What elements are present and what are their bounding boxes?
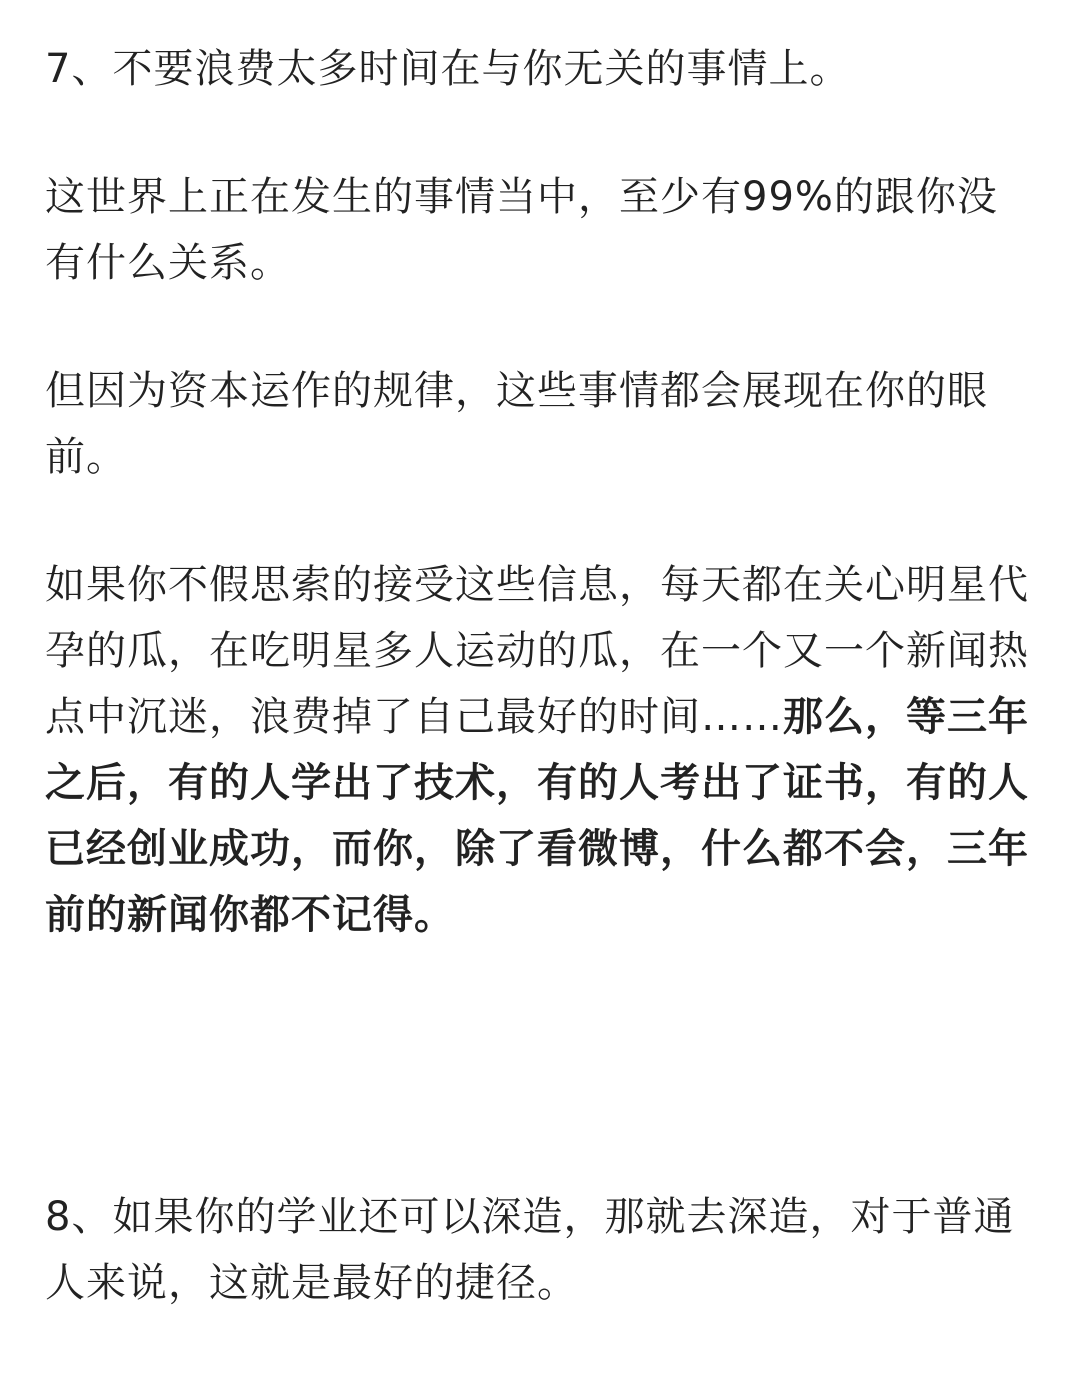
wasted-time-text: 如果你不假思索的接受这些信息，每天都在关心明星代孕的瓜，在吃明星多人运动的瓜，在一个又一个新闻热点中沉迷，浪费掉了自己最好的时间…… <box>45 562 1029 740</box>
paragraph-capital-operation: 但因为资本运作的规律，这些事情都会展现在你的眼前。 <box>45 368 988 480</box>
point-7-heading: 7、不要浪费太多时间在与你无关的事情上。 <box>45 46 851 92</box>
point-8-heading: 8、如果你的学业还可以深造，那就去深造，对于普通人来说，这就是最好的捷径。 <box>45 1194 1015 1306</box>
article-body <box>45 36 1035 1316</box>
three-years-later-text: 那么，等三年之后，有的人学出了技术，有的人考出了证书，有的人已经创业成功，而你，除了看微博，什么都不会，三年前的新闻你都不记得。 <box>45 694 1029 938</box>
paragraph-wasted-time <box>45 552 1035 948</box>
paragraph-irrelevant-events: 这世界上正在发生的事情当中，至少有99%的跟你没有什么关系。 <box>45 174 998 286</box>
